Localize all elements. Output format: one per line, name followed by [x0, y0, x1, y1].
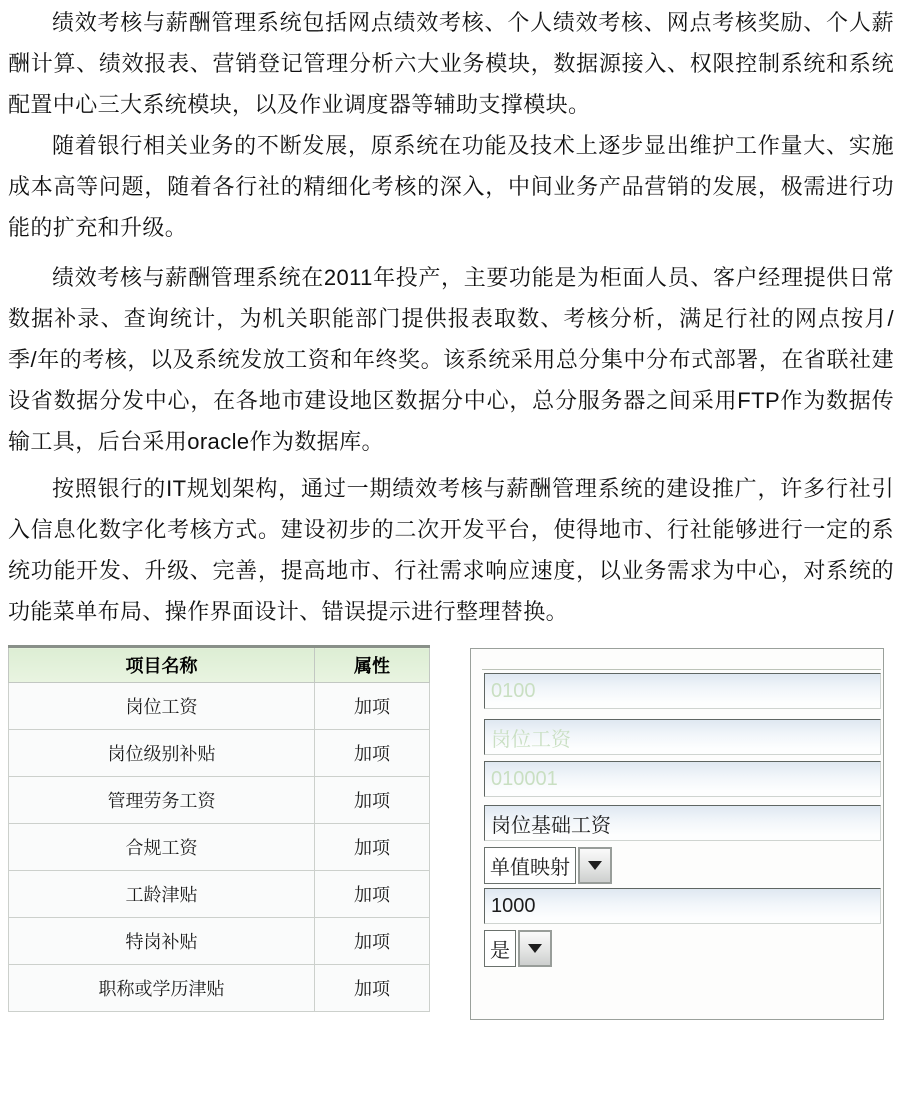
item-name-cell: 工龄津贴	[9, 871, 315, 918]
amount-field[interactable]	[484, 888, 881, 924]
flag-dropdown-button[interactable]	[518, 930, 552, 967]
detail-name-field[interactable]	[484, 805, 881, 841]
mapping-type-dropdown-button[interactable]	[578, 847, 612, 884]
item-name-cell: 职称或学历津贴	[9, 965, 315, 1012]
item-attr-cell: 加项	[315, 730, 430, 777]
paragraph: 按照银行的IT规划架构，通过一期绩效考核与薪酬管理系统的建设推广，许多行社引入信息化数字化考核方式。建设初步的二次开发平台，使得地市、行社能够进行一定的系统功能开发、升级、完善，提高地市、行社需求响应速度，以业务需求为中心，对系统的功能菜单布局、操作界面设计、错误提示进行整理替换。	[8, 476, 894, 624]
caret-down-icon	[588, 861, 602, 870]
detail-code-field[interactable]	[484, 761, 881, 797]
item-attr-cell: 加项	[315, 683, 430, 730]
table-row	[9, 918, 430, 965]
panel-divider	[482, 669, 881, 670]
item-attr-cell: 加项	[315, 918, 430, 965]
item-attr-cell: 加项	[315, 965, 430, 1012]
mapping-type-dropdown[interactable]	[484, 847, 612, 884]
mapping-type-value[interactable]: 单值映射	[484, 847, 576, 884]
salary-items-table	[8, 645, 430, 1012]
table-row	[9, 730, 430, 777]
item-attr-cell: 加项	[315, 871, 430, 918]
table-row	[9, 824, 430, 871]
document-body	[8, 2, 894, 632]
item-name-cell: 管理劳务工资	[9, 777, 315, 824]
flag-value[interactable]: 是	[484, 930, 516, 967]
paragraph: 绩效考核与薪酬管理系统在2011年投产，主要功能是为柜面人员、客户经理提供日常数据补录、查询统计，为机关职能部门提供报表取数、考核分析，满足行社的网点按月/季/年的考核，以及系统发放工资和年终奖。该系统采用总分集中分布式部署，在省联社建设省数据分发中心，在各地市建设地区数据分中心，总分服务器之间采用FTP作为数据传输工具，后台采用oracle作为数据库。	[8, 265, 894, 454]
column-header-item-name: 项目名称	[9, 647, 315, 683]
item-name-field[interactable]	[484, 719, 881, 755]
table-header-row	[9, 647, 430, 683]
item-attr-cell: 加项	[315, 824, 430, 871]
paragraph: 随着银行相关业务的不断发展，原系统在功能及技术上逐步显出维护工作量大、实施成本高等问题，随着各行社的精细化考核的深入，中间业务产品营销的发展，极需进行功能的扩充和升级。	[8, 133, 894, 240]
item-code-field[interactable]	[484, 673, 881, 709]
flag-dropdown[interactable]	[484, 930, 552, 967]
item-attr-cell: 加项	[315, 777, 430, 824]
item-name-cell: 岗位级别补贴	[9, 730, 315, 777]
table-row	[9, 683, 430, 730]
table-row	[9, 871, 430, 918]
paragraph: 绩效考核与薪酬管理系统包括网点绩效考核、个人绩效考核、网点考核奖励、个人薪酬计算、绩效报表、营销登记管理分析六大业务模块，数据源接入、权限控制系统和系统配置中心三大系统模块，以及作业调度器等辅助支撑模块。	[8, 10, 894, 117]
column-header-attribute: 属性	[315, 647, 430, 683]
item-name-cell: 合规工资	[9, 824, 315, 871]
item-name-cell: 特岗补贴	[9, 918, 315, 965]
table-row	[9, 777, 430, 824]
caret-down-icon	[528, 944, 542, 953]
table-row	[9, 965, 430, 1012]
item-name-cell: 岗位工资	[9, 683, 315, 730]
item-detail-panel	[470, 648, 884, 1020]
